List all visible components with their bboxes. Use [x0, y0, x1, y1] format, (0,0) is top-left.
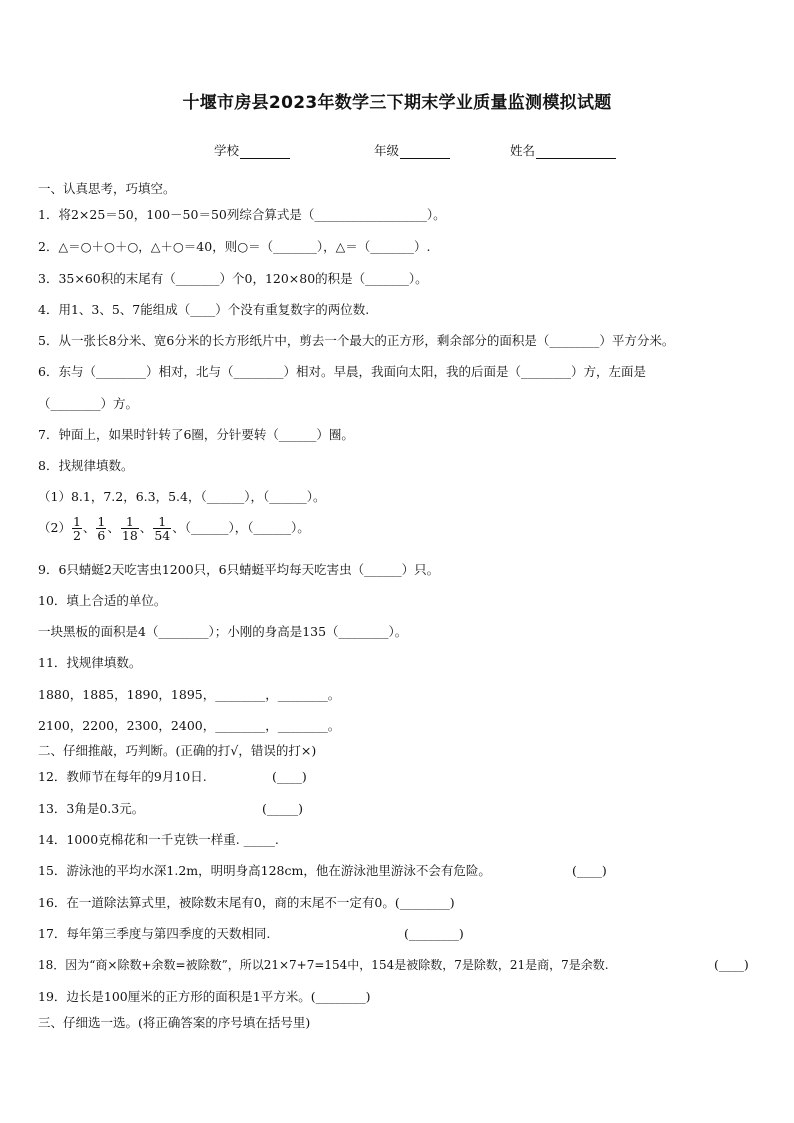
school-field: [214, 141, 290, 159]
question-12: 12．教师节在每年的9月10日.: [38, 769, 207, 784]
fraction-numerator: 1: [153, 515, 171, 529]
question-18: 18．因为“商×除数+余数=被除数”，所以21×7+7=154中，154是被除数，7是除数，21是商，7是余数.: [38, 958, 609, 972]
question-10-part-1: 一块黑板的面积是4（________）；小刚的身高是135（________）。: [38, 624, 408, 639]
question-4: 4．用1、3、5、7能组成（____）个没有重复数字的两位数.: [38, 302, 370, 317]
question-12-answer[interactable]: (____): [272, 769, 307, 784]
fraction-denominator: 6: [97, 528, 106, 543]
question-19: 19．边长是100厘米的正方形的面积是1平方米。(________): [38, 989, 371, 1004]
question-11-part-1: 1880，1885，1890，1895，________，________。: [38, 687, 341, 702]
question-3: 3．35×60积的末尾有（_______）个0，120×80的积是（_______）。: [38, 271, 428, 286]
grade-field: [374, 141, 450, 159]
question-13-answer[interactable]: (_____): [262, 801, 304, 816]
fraction: [96, 515, 106, 542]
q8-2-suffix: 、（______），（______）。: [172, 520, 310, 535]
fraction-separator: 、: [82, 520, 96, 535]
question-13: 13．3角是0.3元。: [38, 801, 145, 816]
name-label: 姓名: [510, 143, 536, 158]
question-8-part-1: （1）8.1，7.2，6.3，5.4，（______），（______）。: [38, 489, 326, 504]
grade-blank[interactable]: [400, 146, 450, 159]
question-17: 17．每年第三季度与第四季度的天数相同.: [38, 926, 271, 941]
fraction: [121, 515, 139, 542]
question-11-part-2: 2100，2200，2300，2400，________，________。: [38, 718, 341, 733]
school-blank[interactable]: [240, 146, 290, 159]
question-7: 7．钟面上，如果时针转了6圈，分针要转（______）圈。: [38, 427, 354, 442]
question-2: 2．△＝○＋○＋○，△＋○＝40，则○＝（_______），△＝（_______）.: [38, 239, 431, 254]
fraction-numerator: 1: [121, 515, 139, 529]
question-1: 1．将2×25＝50，100－50＝50列综合算式是（__________________）。: [38, 207, 446, 222]
question-14: 14．1000克棉花和一千克铁一样重. _____.: [38, 832, 279, 847]
question-16: 16．在一道除法算式里，被除数末尾有0，商的末尾不一定有0。(________): [38, 895, 455, 910]
fraction-separator: 、: [107, 520, 120, 535]
name-field: [510, 141, 616, 159]
fraction-denominator: 18: [121, 528, 138, 543]
question-8: 8．找规律填数。: [38, 458, 134, 473]
fraction: [153, 515, 171, 542]
fraction-separator: 、: [139, 520, 153, 535]
fraction-denominator: 2: [72, 528, 81, 543]
fraction-denominator: 54: [154, 528, 171, 543]
section-2-heading: 二、仔细推敲，巧判断。(正确的打√，错误的打×): [38, 743, 317, 758]
school-label: 学校: [214, 143, 240, 158]
question-6-line-1: 6．东与（________）相对，北与（________）相对。早晨，我面向太阳，我的后面是（________）方，左面是: [38, 364, 646, 379]
fraction-numerator: 1: [97, 514, 106, 529]
question-18-answer[interactable]: (____): [714, 957, 749, 972]
question-11: 11．找规律填数。: [38, 655, 142, 670]
section-1-heading: 一、认真思考，巧填空。: [38, 181, 176, 196]
question-6-line-2: （________）方。: [38, 396, 139, 411]
question-9: 9．6只蜻蜓2天吃害虫1200只，6只蜻蜓平均每天吃害虫（______）只。: [38, 562, 440, 577]
page-title: 十堰市房县2023年数学三下期末学业质量监测模拟试题: [182, 93, 612, 113]
question-15-answer[interactable]: (____): [572, 863, 607, 878]
question-17-answer[interactable]: (________): [404, 926, 464, 941]
grade-label: 年级: [374, 143, 400, 158]
q8-2-prefix: （2）: [38, 520, 71, 535]
question-15: 15．游泳池的平均水深1.2m，明明身高128cm，他在游泳池里游泳不会有危险。: [38, 863, 491, 878]
fraction: [72, 515, 82, 542]
question-5: 5．从一张长8分米、宽6分米的长方形纸片中，剪去一个最大的正方形，剩余部分的面积是（________）平方分米。: [38, 333, 675, 348]
question-8-part-2: [38, 515, 310, 542]
fraction-numerator: 1: [72, 514, 81, 529]
name-blank[interactable]: [536, 146, 616, 159]
section-3-heading: 三、仔细选一选。(将正确答案的序号填在括号里): [38, 1015, 311, 1030]
question-10: 10．填上合适的单位。: [38, 593, 167, 608]
